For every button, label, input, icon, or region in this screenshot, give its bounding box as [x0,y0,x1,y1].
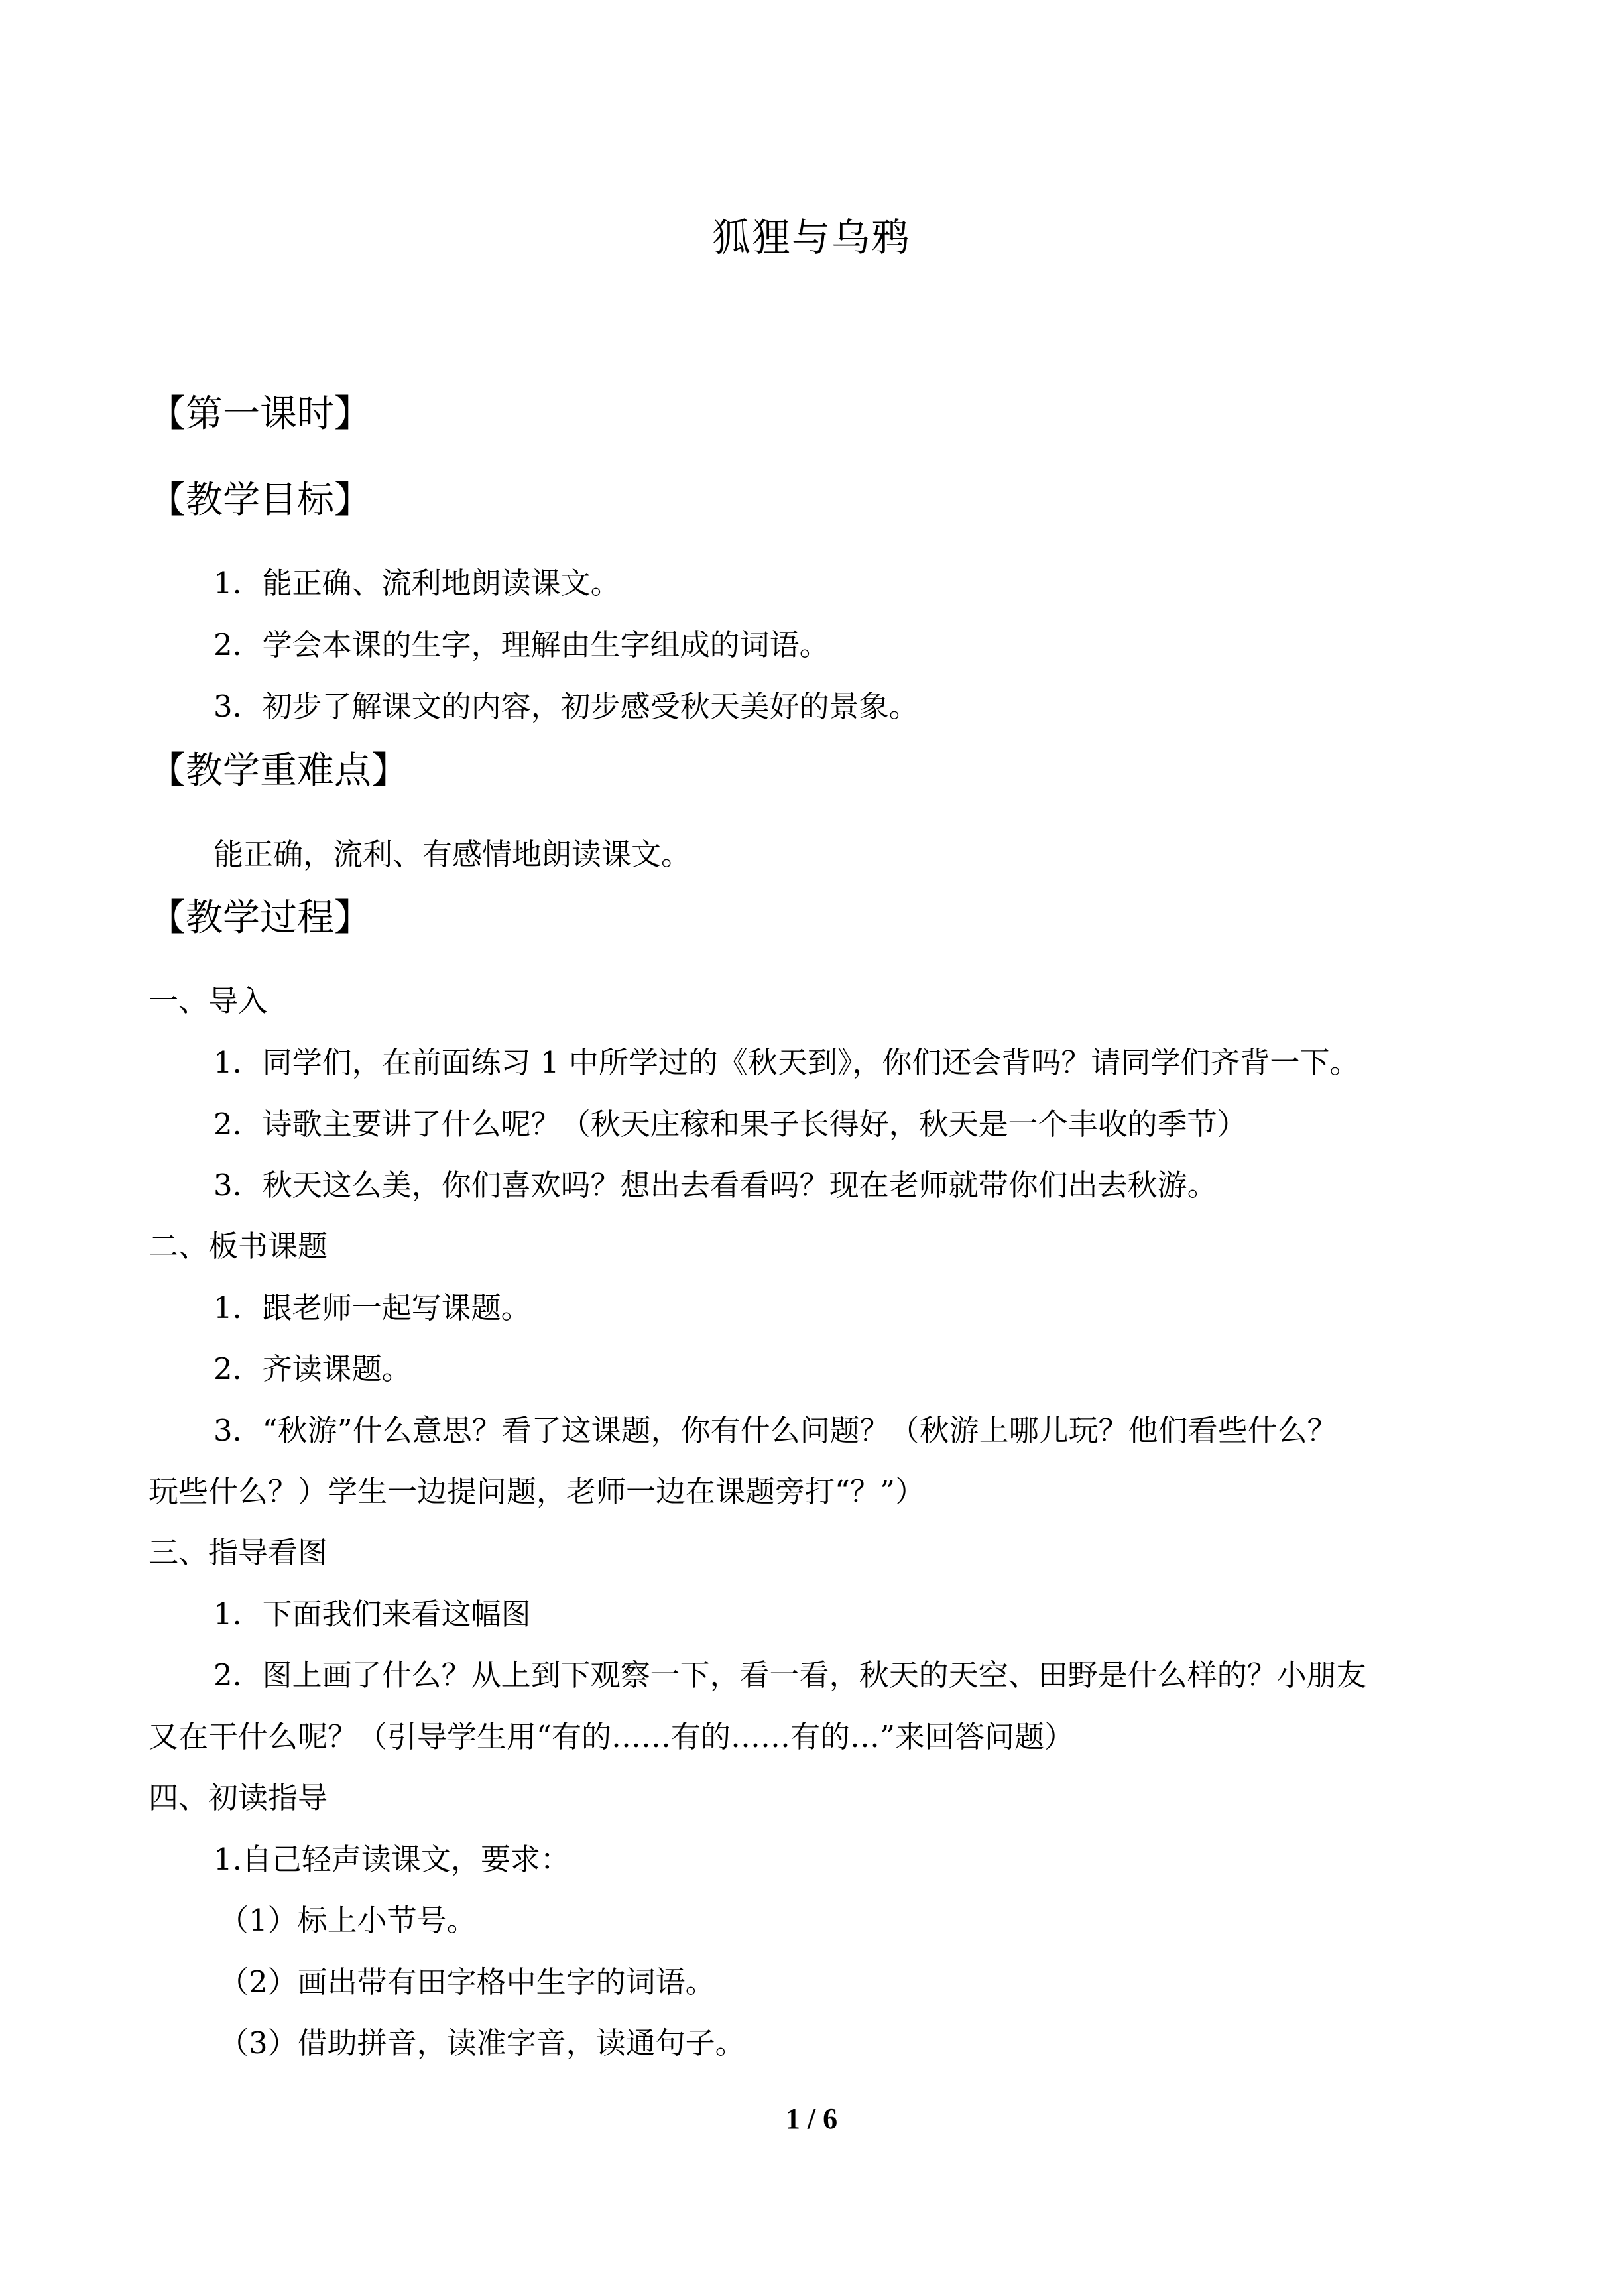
list-item: 2．诗歌主要讲了什么呢？（秋天庄稼和果子长得好，秋天是一个丰收的季节） [213,1107,1247,1142]
part-heading: 三、指导看图 [149,1535,328,1570]
objective-item: 1．能正确、流利地朗读课文。 [213,566,621,601]
section-heading-process: 【教学过程】 [149,896,371,939]
part-heading: 二、板书课题 [149,1229,328,1264]
section-heading-objectives: 【教学目标】 [149,479,371,522]
list-item: 2．齐读课题。 [213,1351,412,1386]
list-item: 1．下面我们来看这幅图 [213,1597,531,1632]
list-item: 3．秋天这么美，你们喜欢吗？想出去看看吗？现在老师就带你们出去秋游。 [213,1168,1217,1203]
objective-item: 2．学会本课的生字，理解由生字组成的词语。 [213,627,829,662]
page-title: 狐狸与乌鸦 [711,215,911,260]
objective-item: 3．初步了解课文的内容，初步感受秋天美好的景象。 [213,689,919,724]
sub-list-item: （3）借助拼音，读准字音，读通句子。 [219,2025,745,2061]
key-points-text: 能正确，流利、有感情地朗读课文。 [213,837,691,872]
part-heading: 四、初读指导 [149,1780,328,1815]
sub-list-item: （2）画出带有田字格中生字的词语。 [219,1964,715,2000]
list-item: 1．跟老师一起写课题。 [213,1290,531,1325]
sub-list-item: （1）标上小节号。 [219,1903,477,1938]
part-heading: 一、导入 [149,983,269,1018]
list-item-continuation: 玩些什么？）学生一边提问题，老师一边在课题旁打“？”） [149,1474,926,1509]
list-item-continuation: 又在干什么呢？（引导学生用“有的……有的……有的…”来回答问题） [149,1719,1075,1754]
section-heading-period: 【第一课时】 [149,393,371,436]
list-item: 1．同学们，在前面练习 1 中所学过的《秋天到》，你们还会背吗？请同学们齐背一下。 [213,1045,1360,1080]
section-heading-key-points: 【教学重难点】 [149,749,408,792]
list-item: 2．图上画了什么？从上到下观察一下，看一看，秋天的天空、田野是什么样的？小朋友 [213,1658,1366,1693]
page-number: 1 / 6 [785,2102,838,2135]
list-item: 3．“秋游”什么意思？看了这课题，你有什么问题？（秋游上哪儿玩？他们看些什么？ [213,1413,1337,1448]
list-item: 1.自己轻声读课文，要求： [213,1842,570,1877]
